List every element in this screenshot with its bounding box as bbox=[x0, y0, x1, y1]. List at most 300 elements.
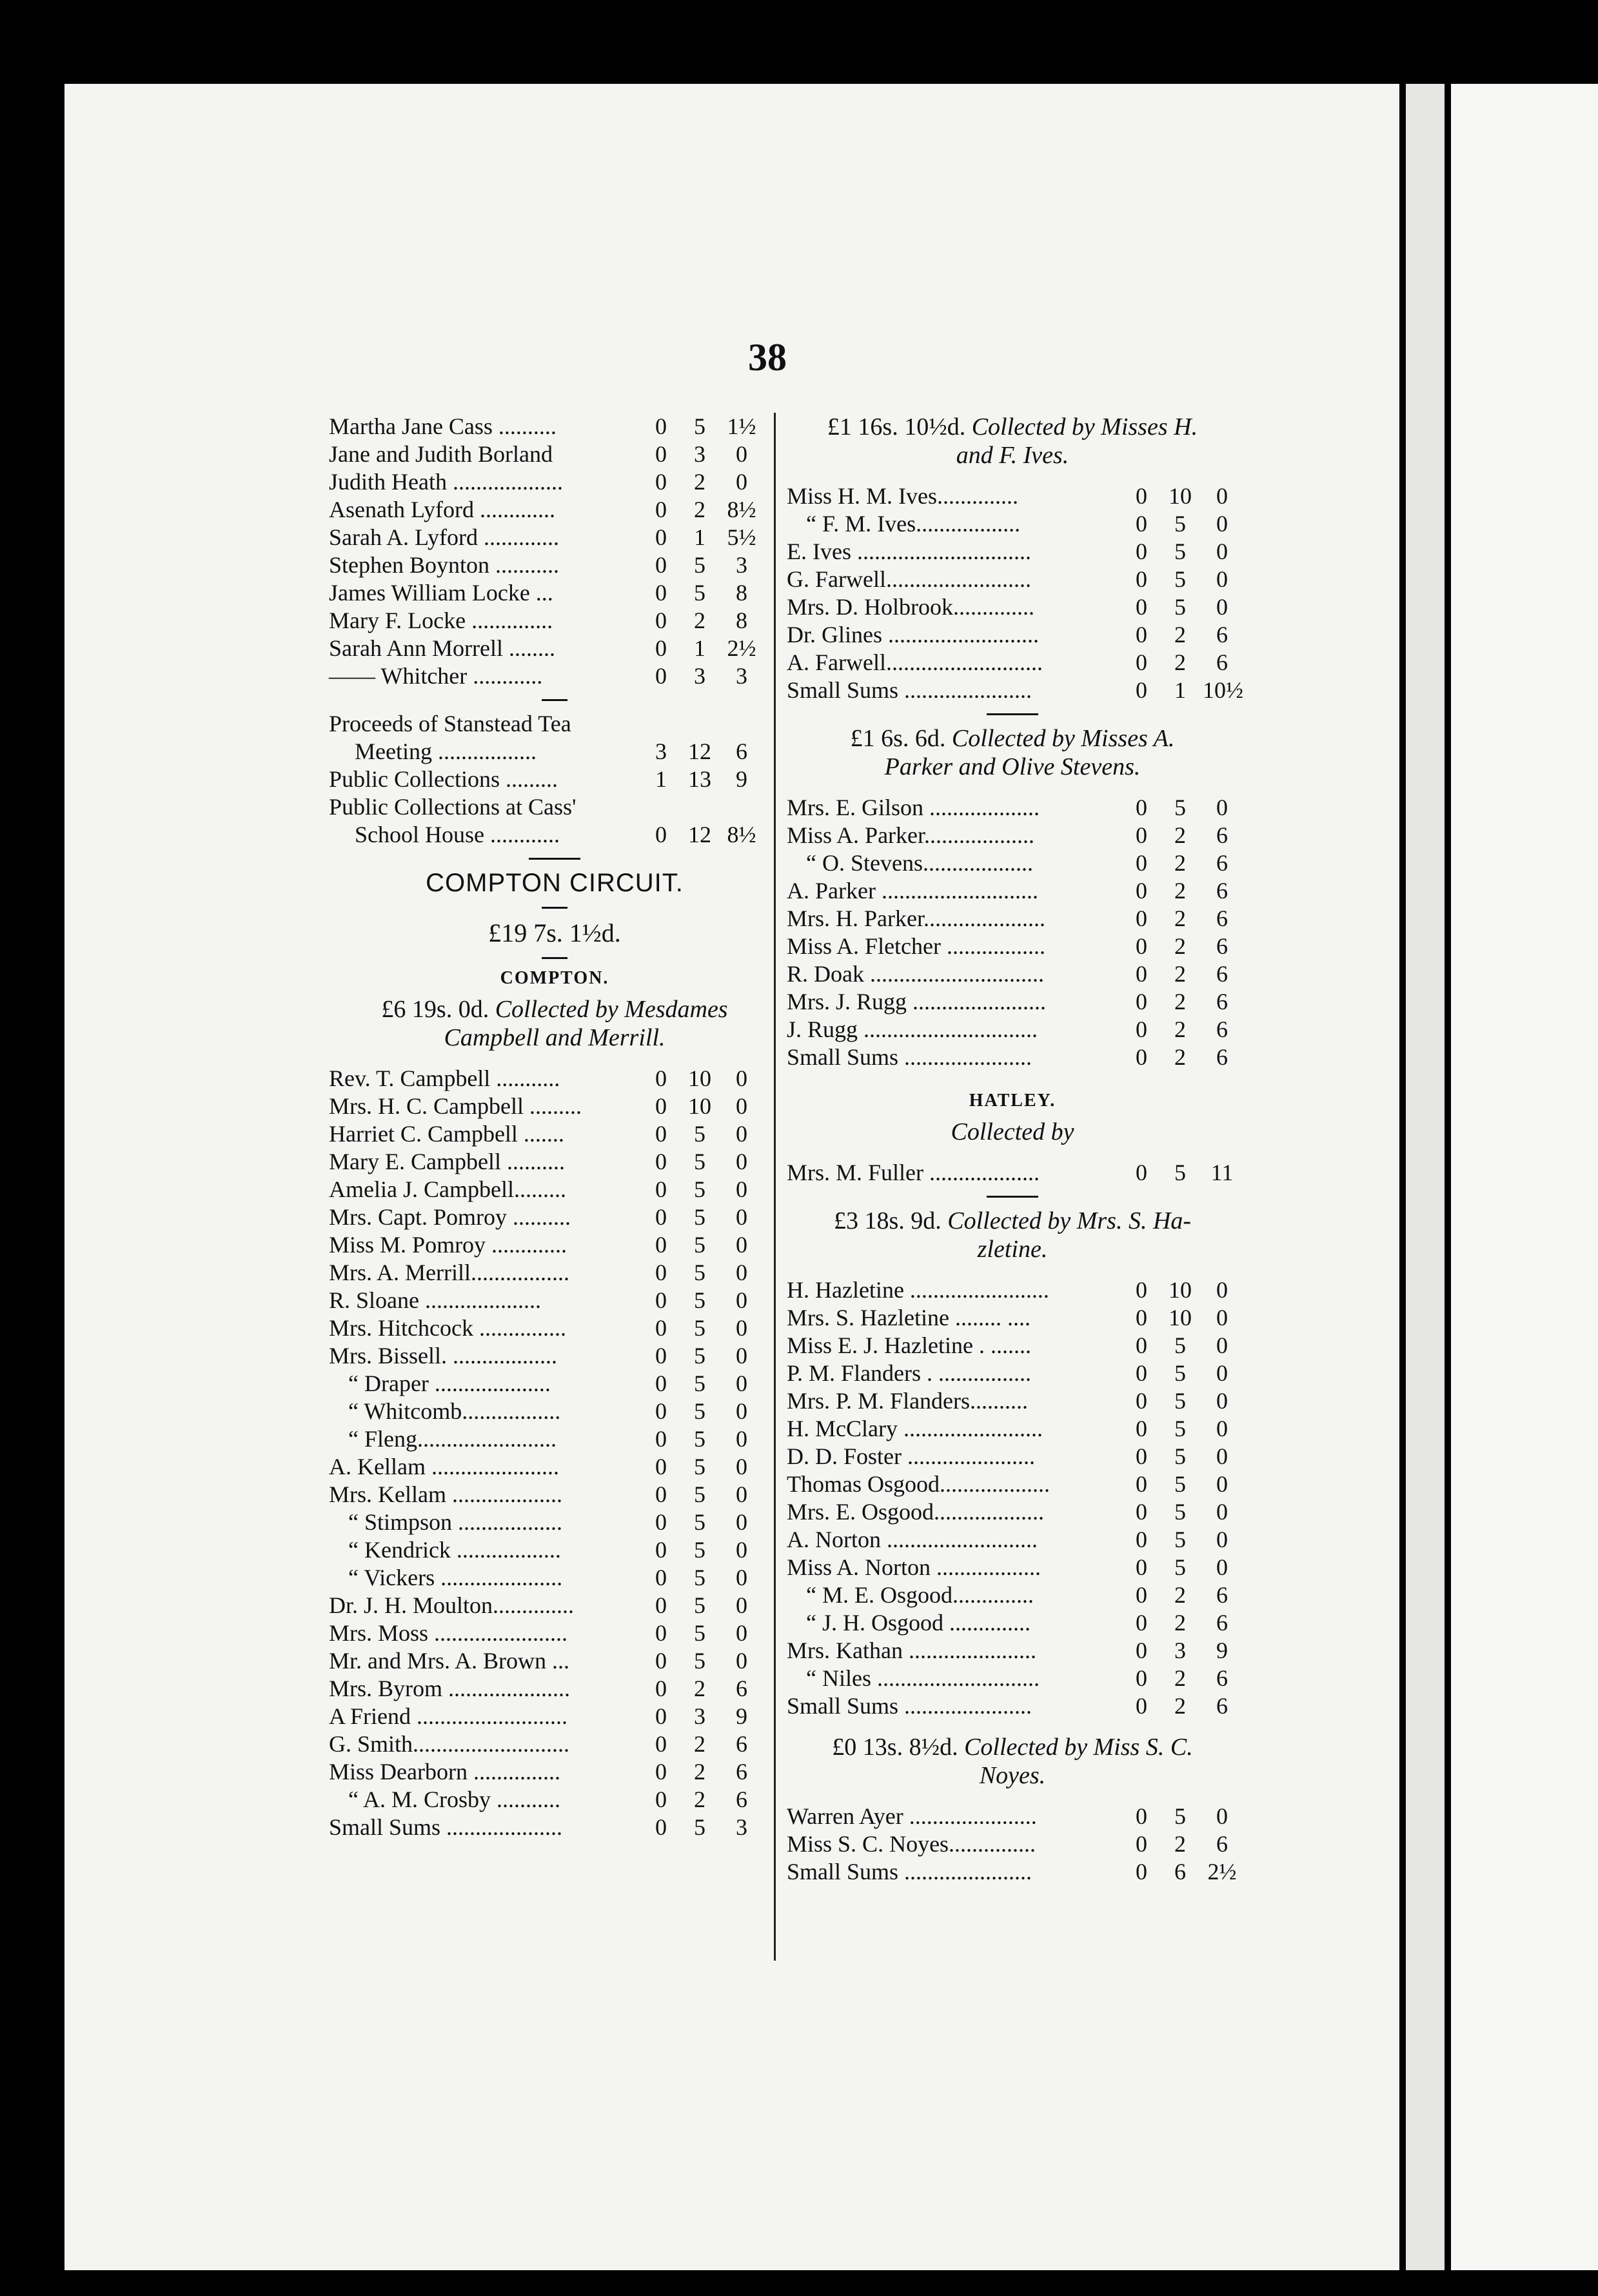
pounds-value: 0 bbox=[1136, 1443, 1147, 1469]
pounds-value: 0 bbox=[655, 1648, 667, 1674]
list-item bbox=[329, 1065, 780, 1093]
shillings-value: 2 bbox=[1174, 961, 1186, 987]
list-item bbox=[329, 1564, 780, 1592]
shillings-value: 5 bbox=[694, 1565, 705, 1590]
pence-value: 3 bbox=[736, 663, 747, 689]
entry-name: Harriet C. Campbell ....... bbox=[329, 1121, 564, 1147]
pence-value: 0 bbox=[1216, 539, 1228, 564]
pounds-value: 1 bbox=[655, 766, 667, 792]
list-item bbox=[329, 710, 780, 738]
pounds-value: 0 bbox=[655, 822, 667, 847]
list-item bbox=[787, 905, 1238, 933]
list-item bbox=[329, 635, 780, 662]
pence-value: 6 bbox=[1216, 1610, 1228, 1636]
shillings-value: 5 bbox=[1174, 1499, 1186, 1525]
list-item bbox=[329, 1675, 780, 1703]
pounds-value: 0 bbox=[655, 1786, 667, 1812]
shillings-value: 5 bbox=[694, 1121, 705, 1147]
list-item bbox=[787, 1360, 1238, 1387]
pounds-value: 0 bbox=[1136, 1277, 1147, 1303]
shillings-value: 5 bbox=[1174, 594, 1186, 620]
shillings-value: 2 bbox=[694, 1676, 705, 1701]
pence-value: 0 bbox=[736, 1371, 747, 1396]
pounds-value: 0 bbox=[1136, 961, 1147, 987]
pounds-value: 0 bbox=[655, 1676, 667, 1701]
shillings-value: 2 bbox=[1174, 878, 1186, 904]
shillings-value: 3 bbox=[694, 663, 705, 689]
entry-name: Miss M. Pomroy ............. bbox=[329, 1232, 567, 1258]
entry-name: Mr. and Mrs. A. Brown ... bbox=[329, 1648, 570, 1674]
pounds-value: 0 bbox=[1136, 677, 1147, 703]
shillings-value: 5 bbox=[1174, 1160, 1186, 1185]
pence-value: 9 bbox=[736, 1703, 747, 1729]
pence-value: 0 bbox=[736, 1315, 747, 1341]
pence-value: 0 bbox=[1216, 1277, 1228, 1303]
collection-by: Collected by Mrs. S. Ha- bbox=[947, 1207, 1192, 1234]
pence-value: 5½ bbox=[727, 524, 756, 550]
pence-value: 10½ bbox=[1203, 677, 1243, 703]
shillings-value: 5 bbox=[694, 1315, 705, 1341]
pounds-value: 0 bbox=[655, 469, 667, 495]
subscription-list-fuller bbox=[787, 1159, 1238, 1187]
entry-name: Miss A. Norton .................. bbox=[787, 1554, 1041, 1580]
pence-value: 0 bbox=[736, 1426, 747, 1452]
pence-value: 6 bbox=[736, 1731, 747, 1757]
list-item bbox=[787, 1665, 1238, 1692]
shillings-value: 6 bbox=[1174, 1859, 1186, 1885]
entry-name: “ O. Stevens................... bbox=[806, 850, 1033, 876]
entry-name: Dr. J. H. Moulton.............. bbox=[329, 1592, 575, 1618]
pounds-value: 0 bbox=[1136, 1610, 1147, 1636]
entry-name: Rev. T. Campbell ........... bbox=[329, 1065, 560, 1091]
pounds-value: 0 bbox=[1136, 1693, 1147, 1719]
subscription-list-b bbox=[329, 738, 780, 793]
pence-value: 0 bbox=[736, 1149, 747, 1174]
list-item bbox=[329, 607, 780, 635]
shillings-value: 2 bbox=[1174, 1582, 1186, 1608]
subscription-list-a bbox=[329, 413, 780, 690]
pounds-value: 0 bbox=[1136, 511, 1147, 537]
pounds-value: 0 bbox=[1136, 1527, 1147, 1552]
pence-value: 8 bbox=[736, 580, 747, 606]
pounds-value: 0 bbox=[655, 1093, 667, 1119]
shillings-value: 2 bbox=[1174, 906, 1186, 931]
entry-name: Amelia J. Campbell......... bbox=[329, 1176, 566, 1202]
list-item bbox=[787, 510, 1238, 538]
entry-name: “ Whitcomb................. bbox=[348, 1398, 561, 1424]
list-item bbox=[329, 1758, 780, 1786]
divider bbox=[529, 858, 580, 860]
entry-name: Mrs. E. Osgood................... bbox=[787, 1499, 1045, 1525]
entry-name: A. Farwell........................... bbox=[787, 649, 1043, 675]
shillings-value: 3 bbox=[694, 1703, 705, 1729]
collection-heading bbox=[787, 1118, 1238, 1146]
shillings-value: 2 bbox=[694, 1759, 705, 1785]
entry-name: “ Niles ............................ bbox=[806, 1665, 1040, 1691]
shillings-value: 5 bbox=[1174, 566, 1186, 592]
shillings-value: 2 bbox=[1174, 1665, 1186, 1691]
list-item bbox=[329, 1425, 780, 1453]
pounds-value: 0 bbox=[655, 1592, 667, 1618]
section-title: COMPTON. bbox=[500, 968, 609, 988]
shillings-value: 5 bbox=[694, 1260, 705, 1285]
entry-name: Meeting ................. bbox=[355, 738, 537, 764]
entry-name: Thomas Osgood................... bbox=[787, 1471, 1050, 1497]
list-item bbox=[787, 593, 1238, 621]
entry-name: Mrs. P. M. Flanders.......... bbox=[787, 1388, 1029, 1414]
pence-value: 0 bbox=[1216, 1305, 1228, 1331]
pence-value: 0 bbox=[1216, 1803, 1228, 1829]
pence-value: 0 bbox=[736, 1620, 747, 1646]
entry-name: “ Fleng........................ bbox=[348, 1426, 557, 1452]
pence-value: 6 bbox=[1216, 1016, 1228, 1042]
list-item bbox=[787, 649, 1238, 677]
entry-name: Sarah A. Lyford ............. bbox=[329, 524, 559, 550]
list-item bbox=[787, 482, 1238, 510]
divider bbox=[542, 907, 567, 909]
pounds-value: 0 bbox=[655, 1065, 667, 1091]
shillings-value: 2 bbox=[1174, 822, 1186, 848]
collection-by: Campbell and Merrill. bbox=[444, 1024, 666, 1051]
pounds-value: 0 bbox=[655, 1232, 667, 1258]
list-item bbox=[787, 1581, 1238, 1609]
pounds-value: 0 bbox=[655, 1343, 667, 1369]
shillings-value: 2 bbox=[1174, 622, 1186, 648]
pence-value: 3 bbox=[736, 1814, 747, 1840]
shillings-value: 5 bbox=[1174, 1332, 1186, 1358]
pounds-value: 3 bbox=[655, 738, 667, 764]
list-item bbox=[787, 1526, 1238, 1554]
collection-by: Collected by Mesdames bbox=[495, 996, 728, 1023]
pounds-value: 0 bbox=[1136, 1582, 1147, 1608]
pence-value: 6 bbox=[1216, 1044, 1228, 1070]
entry-name: “ J. H. Osgood .............. bbox=[806, 1610, 1031, 1636]
shillings-value: 3 bbox=[694, 441, 705, 467]
pence-value: 0 bbox=[736, 1232, 747, 1258]
pounds-value: 0 bbox=[655, 1509, 667, 1535]
list-item bbox=[329, 524, 780, 551]
pounds-value: 0 bbox=[655, 608, 667, 633]
entry-name: “ Vickers ..................... bbox=[348, 1565, 563, 1590]
pence-value: 6 bbox=[1216, 933, 1228, 959]
shillings-value: 2 bbox=[1174, 1016, 1186, 1042]
entry-name: Jane and Judith Borland bbox=[329, 441, 553, 467]
shillings-value: 12 bbox=[688, 738, 711, 764]
collection-heading bbox=[787, 1733, 1238, 1790]
shillings-value: 5 bbox=[694, 1343, 705, 1369]
pence-value: 0 bbox=[1216, 1416, 1228, 1441]
pence-value: 6 bbox=[1216, 878, 1228, 904]
pence-value: 6 bbox=[736, 1786, 747, 1812]
pounds-value: 0 bbox=[1136, 1332, 1147, 1358]
section-title: HATLEY. bbox=[969, 1091, 1056, 1111]
shillings-value: 1 bbox=[694, 524, 705, 550]
list-item bbox=[329, 1342, 780, 1370]
list-item bbox=[787, 1470, 1238, 1498]
pence-value: 9 bbox=[736, 766, 747, 792]
entry-name: R. Sloane .................... bbox=[329, 1287, 541, 1313]
shillings-value: 2 bbox=[1174, 1610, 1186, 1636]
pounds-value: 0 bbox=[655, 1149, 667, 1174]
pence-value: 2½ bbox=[1207, 1859, 1237, 1885]
entry-name: Miss S. C. Noyes............... bbox=[787, 1831, 1036, 1857]
list-item bbox=[787, 1387, 1238, 1415]
entry-name: Small Sums .................... bbox=[329, 1814, 563, 1840]
list-item bbox=[329, 1231, 780, 1259]
pounds-value: 0 bbox=[1136, 850, 1147, 876]
entry-name: Miss E. J. Hazletine . ....... bbox=[787, 1332, 1031, 1358]
pence-value: 0 bbox=[736, 1260, 747, 1285]
collection-by: zletine. bbox=[977, 1236, 1048, 1263]
list-item bbox=[787, 960, 1238, 988]
entry-name: A Friend .......................... bbox=[329, 1703, 568, 1729]
list-item bbox=[329, 1398, 780, 1425]
pence-value: 11 bbox=[1210, 1160, 1234, 1185]
list-item bbox=[329, 1536, 780, 1564]
collection-heading bbox=[787, 1207, 1238, 1263]
pence-value: 0 bbox=[1216, 511, 1228, 537]
shillings-value: 10 bbox=[688, 1093, 711, 1119]
entry-name: Mrs. Kathan ...................... bbox=[787, 1638, 1036, 1663]
pence-value: 0 bbox=[736, 1093, 747, 1119]
pence-value: 0 bbox=[736, 1343, 747, 1369]
pounds-value: 0 bbox=[655, 413, 667, 439]
collection-by: Collected by bbox=[951, 1118, 1074, 1145]
list-item bbox=[329, 1120, 780, 1148]
entry-name: “ F. M. Ives.................. bbox=[806, 511, 1021, 537]
pence-value: 0 bbox=[736, 1454, 747, 1480]
pounds-value: 0 bbox=[655, 1176, 667, 1202]
shillings-value: 5 bbox=[1174, 1360, 1186, 1386]
pence-value: 8½ bbox=[727, 822, 756, 847]
collection-by: Collected by Misses H. bbox=[971, 413, 1198, 440]
list-item bbox=[329, 1453, 780, 1481]
divider bbox=[987, 713, 1038, 715]
list-item bbox=[787, 1692, 1238, 1720]
shillings-value: 5 bbox=[1174, 1527, 1186, 1552]
entry-name: Small Sums ...................... bbox=[787, 1044, 1032, 1070]
entry-name: Public Collections ......... bbox=[329, 766, 558, 792]
pence-value: 6 bbox=[1216, 961, 1228, 987]
entry-name: Miss A. Parker................... bbox=[787, 822, 1035, 848]
shillings-value: 2 bbox=[694, 1731, 705, 1757]
divider bbox=[987, 1196, 1038, 1198]
pence-value: 6 bbox=[736, 738, 747, 764]
entry-name: “ Draper .................... bbox=[348, 1371, 551, 1396]
pence-value: 0 bbox=[1216, 594, 1228, 620]
entry-name: School House ............ bbox=[355, 822, 560, 847]
entry-name: Small Sums ...................... bbox=[787, 1859, 1032, 1885]
shillings-value: 5 bbox=[694, 1481, 705, 1507]
entry-name: “ Kendrick .................. bbox=[348, 1537, 561, 1563]
pounds-value: 0 bbox=[1136, 1803, 1147, 1829]
list-item bbox=[787, 1276, 1238, 1304]
shillings-value: 2 bbox=[1174, 850, 1186, 876]
list-item bbox=[329, 1481, 780, 1509]
circuit-total: £19 7s. 1½d. bbox=[488, 918, 621, 947]
entry-name: Small Sums ...................... bbox=[787, 677, 1032, 703]
pounds-value: 0 bbox=[655, 441, 667, 467]
list-item bbox=[329, 738, 780, 766]
pence-value: 0 bbox=[736, 1398, 747, 1424]
list-item bbox=[329, 1730, 780, 1758]
subscription-list-noyes bbox=[787, 1803, 1238, 1886]
entry-name: H. McClary ........................ bbox=[787, 1416, 1043, 1441]
list-item bbox=[787, 566, 1238, 593]
pounds-value: 0 bbox=[1136, 906, 1147, 931]
collection-heading bbox=[787, 413, 1238, 470]
entry-name: “ A. M. Crosby ........... bbox=[348, 1786, 561, 1812]
entry-name: Small Sums ...................... bbox=[787, 1693, 1032, 1719]
subscription-list-d bbox=[329, 1065, 780, 1841]
subscription-list-c bbox=[329, 821, 780, 849]
shillings-value: 2 bbox=[1174, 649, 1186, 675]
pence-value: 0 bbox=[736, 1121, 747, 1147]
pounds-value: 0 bbox=[655, 497, 667, 522]
list-item bbox=[787, 988, 1238, 1016]
collection-amount: £0 13s. 8½d. bbox=[832, 1734, 958, 1761]
pounds-value: 0 bbox=[1136, 566, 1147, 592]
entry-name: Sarah Ann Morrell ........ bbox=[329, 635, 555, 661]
list-item bbox=[787, 794, 1238, 822]
pounds-value: 0 bbox=[1136, 822, 1147, 848]
subscription-list-hazletine bbox=[787, 1276, 1238, 1720]
pence-value: 0 bbox=[736, 1565, 747, 1590]
shillings-value: 3 bbox=[1174, 1638, 1186, 1663]
shillings-value: 5 bbox=[694, 1398, 705, 1424]
pounds-value: 0 bbox=[1136, 1305, 1147, 1331]
collection-amount: £3 18s. 9d. bbox=[833, 1207, 942, 1234]
pounds-value: 0 bbox=[1136, 483, 1147, 509]
pence-value: 0 bbox=[1216, 1360, 1228, 1386]
pounds-value: 0 bbox=[1136, 1665, 1147, 1691]
circuit-title: COMPTON CIRCUIT. bbox=[426, 869, 684, 897]
pounds-value: 0 bbox=[1136, 649, 1147, 675]
pence-value: 6 bbox=[736, 1676, 747, 1701]
shillings-value: 2 bbox=[1174, 989, 1186, 1014]
entry-name: Judith Heath ................... bbox=[329, 469, 563, 495]
shillings-value: 5 bbox=[694, 1204, 705, 1230]
entry-name: Mary E. Campbell .......... bbox=[329, 1149, 565, 1174]
pounds-value: 0 bbox=[1136, 1554, 1147, 1580]
pence-value: 0 bbox=[736, 1176, 747, 1202]
pence-value: 0 bbox=[1216, 1332, 1228, 1358]
shillings-value: 1 bbox=[1174, 677, 1186, 703]
pounds-value: 0 bbox=[1136, 989, 1147, 1014]
pounds-value: 0 bbox=[655, 1121, 667, 1147]
list-item bbox=[787, 1332, 1238, 1360]
list-item bbox=[787, 849, 1238, 877]
list-item bbox=[787, 877, 1238, 905]
pounds-value: 0 bbox=[1136, 1388, 1147, 1414]
facing-page-edge bbox=[1451, 84, 1598, 2270]
entry-name: Mrs. Kellam ................... bbox=[329, 1481, 562, 1507]
list-item bbox=[787, 1044, 1238, 1071]
list-item bbox=[787, 1159, 1238, 1187]
shillings-value: 5 bbox=[1174, 1443, 1186, 1469]
pence-value: 6 bbox=[1216, 1693, 1228, 1719]
shillings-value: 5 bbox=[1174, 511, 1186, 537]
pence-value: 0 bbox=[1216, 1527, 1228, 1552]
shillings-value: 5 bbox=[694, 1814, 705, 1840]
entry-name: E. Ives .............................. bbox=[787, 539, 1031, 564]
shillings-value: 2 bbox=[1174, 1693, 1186, 1719]
subscription-list-ives bbox=[787, 482, 1243, 704]
list-item bbox=[787, 1609, 1238, 1637]
right-column bbox=[787, 413, 1243, 1886]
pence-value: 0 bbox=[736, 441, 747, 467]
shillings-value: 5 bbox=[694, 1537, 705, 1563]
pounds-value: 0 bbox=[1136, 933, 1147, 959]
pence-value: 6 bbox=[1216, 822, 1228, 848]
entry-name: A. Parker ........................... bbox=[787, 878, 1038, 904]
shillings-value: 2 bbox=[1174, 933, 1186, 959]
shillings-value: 12 bbox=[688, 822, 711, 847]
entry-name: Mrs. Byrom ..................... bbox=[329, 1676, 571, 1701]
shillings-value: 10 bbox=[1169, 483, 1192, 509]
list-item bbox=[787, 1415, 1238, 1443]
shillings-value: 5 bbox=[1174, 1554, 1186, 1580]
shillings-value: 5 bbox=[1174, 1803, 1186, 1829]
shillings-value: 5 bbox=[1174, 1388, 1186, 1414]
pence-value: 6 bbox=[1216, 989, 1228, 1014]
list-item bbox=[787, 822, 1238, 849]
list-item bbox=[329, 1786, 780, 1814]
shillings-value: 5 bbox=[694, 1287, 705, 1313]
list-item bbox=[329, 1509, 780, 1536]
shillings-value: 10 bbox=[1169, 1277, 1192, 1303]
list-item bbox=[329, 413, 780, 440]
entry-name: Mrs. J. Rugg ....................... bbox=[787, 989, 1047, 1014]
entry-name: “ Stimpson .................. bbox=[348, 1509, 563, 1535]
pounds-value: 0 bbox=[1136, 795, 1147, 820]
collection-by: Noyes. bbox=[979, 1762, 1046, 1789]
entry-name: Martha Jane Cass .......... bbox=[329, 413, 557, 439]
list-item bbox=[787, 1637, 1238, 1665]
list-item bbox=[329, 579, 780, 607]
shillings-value: 1 bbox=[694, 635, 705, 661]
pounds-value: 0 bbox=[1136, 1044, 1147, 1070]
list-item bbox=[787, 1554, 1238, 1581]
shillings-value: 5 bbox=[694, 1232, 705, 1258]
pence-value: 0 bbox=[736, 469, 747, 495]
list-item bbox=[787, 1830, 1238, 1858]
entry-name: Miss Dearborn ............... bbox=[329, 1759, 560, 1785]
pounds-value: 0 bbox=[655, 1287, 667, 1313]
pence-value: 9 bbox=[1216, 1638, 1228, 1663]
pounds-value: 0 bbox=[1136, 1016, 1147, 1042]
pounds-value: 0 bbox=[655, 1454, 667, 1480]
entry-name: Miss H. M. Ives.............. bbox=[787, 483, 1019, 509]
pounds-value: 0 bbox=[1136, 1471, 1147, 1497]
list-item bbox=[329, 1287, 780, 1314]
pence-value: 0 bbox=[736, 1537, 747, 1563]
list-item bbox=[787, 1016, 1238, 1044]
list-item bbox=[329, 1176, 780, 1203]
list-item bbox=[787, 1443, 1238, 1470]
list-item bbox=[787, 677, 1243, 704]
pence-value: 0 bbox=[736, 1287, 747, 1313]
list-item bbox=[329, 1093, 780, 1120]
collection-heading bbox=[787, 724, 1238, 781]
pounds-value: 0 bbox=[655, 1371, 667, 1396]
pence-value: 0 bbox=[1216, 1443, 1228, 1469]
list-item bbox=[787, 1803, 1238, 1830]
pounds-value: 0 bbox=[1136, 878, 1147, 904]
pounds-value: 0 bbox=[655, 1814, 667, 1840]
entry-name: H. Hazletine ........................ bbox=[787, 1277, 1049, 1303]
shillings-value: 10 bbox=[1169, 1305, 1192, 1331]
